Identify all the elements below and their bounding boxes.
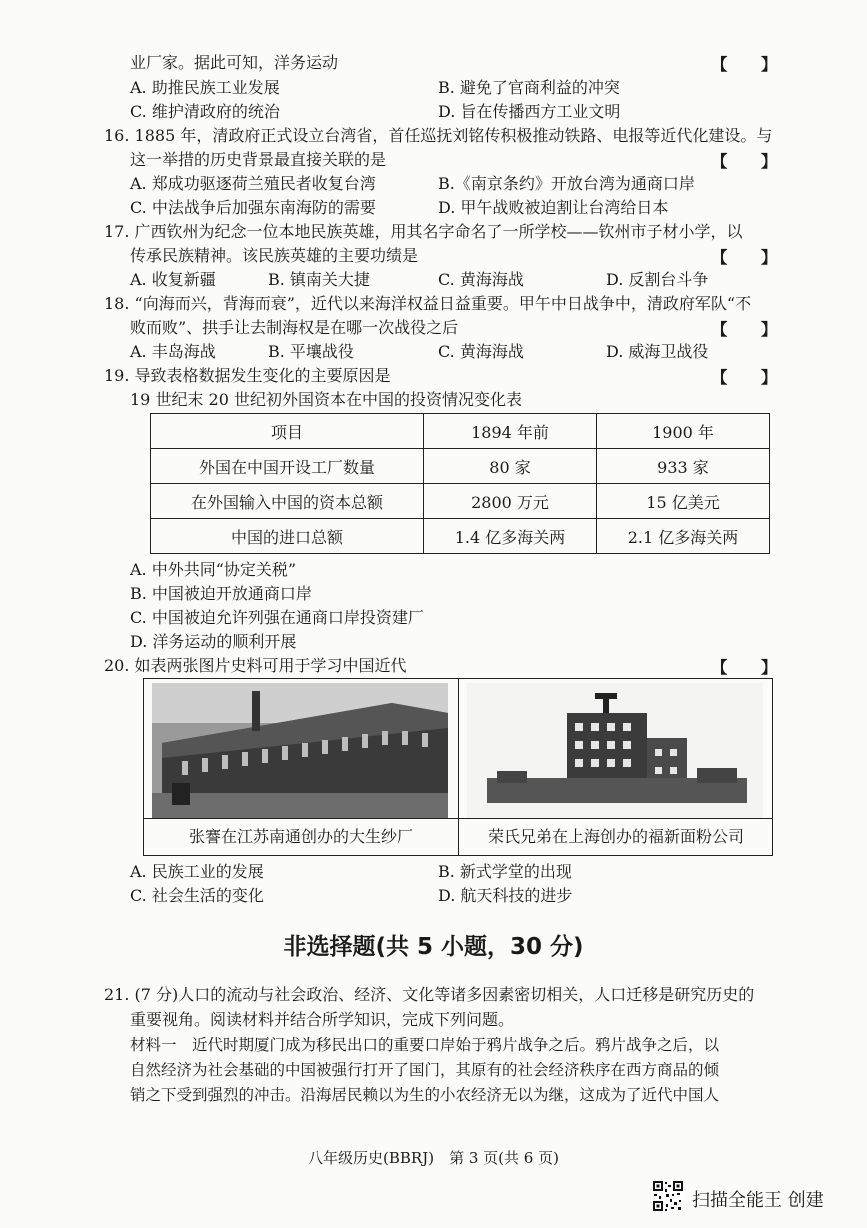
- investment-table: [150, 413, 770, 554]
- scanner-brand-text: 扫描全能王 创建: [692, 1190, 824, 1211]
- photo-caption-fuxin: 荣氏兄弟在上海创办的福新面粉公司: [459, 818, 773, 856]
- q17-stem-line1: 17. 广西钦州为纪念一位本地民族英雄，用其名字命名了一所学校——钦州市子材小学，以: [104, 222, 743, 241]
- table-row: [151, 449, 770, 484]
- q15-option-d[interactable]: D. 旨在传播西方工业文明: [438, 102, 621, 121]
- q15-continuation: 业厂家。据此可知，洋务运动: [130, 53, 339, 72]
- q16-option-b[interactable]: B.《南京条约》开放台湾为通商口岸: [438, 174, 695, 193]
- table-row: [151, 484, 770, 519]
- q18-answer-bracket[interactable]: 【 】: [711, 320, 791, 339]
- q20-stem: 20. 如表两张图片史料可用于学习中国近代: [104, 656, 407, 675]
- q15-option-b[interactable]: B. 避免了官商利益的冲突: [438, 78, 620, 97]
- q20-answer-bracket[interactable]: 【 】: [711, 658, 791, 677]
- table-header-row: [151, 414, 770, 449]
- table-cell: 2.1 亿多海关两: [597, 519, 770, 554]
- q20-option-c[interactable]: C. 社会生活的变化: [130, 886, 264, 905]
- q16-stem-line2: 这一举措的历史背景最直接关联的是: [130, 150, 387, 169]
- table-cell: 中国的进口总额: [151, 519, 424, 554]
- table-header-cell: 1894 年前: [424, 414, 597, 449]
- q18-option-c[interactable]: C. 黄海海战: [438, 342, 524, 361]
- q21-material-line1: 材料一 近代时期厦门成为移民出口的重要口岸始于鸦片战争之后。鸦片战争之后，以: [130, 1036, 720, 1054]
- q21-material-line2: 自然经济为社会基础的中国被强行打开了国门，其原有的社会经济秩序在西方商品的倾: [130, 1061, 720, 1079]
- q18-stem-line2: 败而败”、拱手让去制海权是在哪一次战役之后: [130, 318, 459, 337]
- photo-cell-dasheng: [144, 679, 459, 855]
- section-title: 非选择题(共 5 小题，30 分): [283, 934, 584, 960]
- q18-option-d[interactable]: D. 威海卫战役: [606, 342, 709, 361]
- dasheng-factory-photo: [152, 683, 448, 818]
- q16-option-a[interactable]: A. 郑成功驱逐荷兰殖民者收复台湾: [130, 174, 376, 193]
- q19-option-b[interactable]: B. 中国被迫开放通商口岸: [130, 584, 312, 603]
- q20-option-d[interactable]: D. 航天科技的进步: [438, 886, 573, 905]
- q16-answer-bracket[interactable]: 【 】: [711, 152, 791, 171]
- table-header-cell: 1900 年: [597, 414, 770, 449]
- q19-option-a[interactable]: A. 中外共同“协定关税”: [130, 560, 297, 579]
- historical-photos-table: [143, 678, 773, 856]
- q18-stem-line1: 18. “向海而兴，背海而衰”，近代以来海洋权益日益重要。甲午中日战争中，清政府军队“不: [104, 294, 752, 313]
- table-cell: 外国在中国开设工厂数量: [151, 449, 424, 484]
- qr-code-icon: [652, 1180, 684, 1212]
- q16-option-c[interactable]: C. 中法战争后加强东南海防的需要: [130, 198, 376, 217]
- q17-stem-line2: 传承民族精神。该民族英雄的主要功绩是: [130, 246, 419, 265]
- table-cell: 80 家: [424, 449, 597, 484]
- table-cell: 15 亿美元: [597, 484, 770, 519]
- q16-stem-line1: 16. 1885 年，清政府正式设立台湾省，首任巡抚刘铭传积极推动铁路、电报等近代化建设。与: [104, 126, 773, 145]
- q19-option-c[interactable]: C. 中国被迫允许列强在通商口岸投资建厂: [130, 608, 424, 627]
- q20-option-a[interactable]: A. 民族工业的发展: [130, 862, 264, 881]
- q19-option-d[interactable]: D. 洋务运动的顺利开展: [130, 632, 297, 651]
- q21-stem-line2: 重要视角。阅读材料并结合所学知识，完成下列问题。: [130, 1010, 515, 1029]
- q18-option-a[interactable]: A. 丰岛海战: [130, 342, 216, 361]
- q17-option-d[interactable]: D. 反割台斗争: [606, 270, 709, 289]
- table-cell: 933 家: [597, 449, 770, 484]
- q21-stem-line1: 21. (7 分)人口的流动与社会政治、经济、文化等诸多因素密切相关，人口迁移是研究历史的: [104, 985, 755, 1004]
- page-footer: 八年级历史(BBRJ) 第 3 页(共 6 页): [308, 1149, 559, 1167]
- table-cell: 2800 万元: [424, 484, 597, 519]
- q15-option-c[interactable]: C. 维护清政府的统治: [130, 102, 280, 121]
- table-header-cell: 项目: [151, 414, 424, 449]
- q20-option-b[interactable]: B. 新式学堂的出现: [438, 862, 572, 881]
- q17-option-b[interactable]: B. 镇南关大捷: [268, 270, 370, 289]
- photo-cell-fuxin: [459, 679, 773, 855]
- photo-caption-dasheng: 张謇在江苏南通创办的大生纱厂: [144, 818, 458, 856]
- table-row: [151, 519, 770, 554]
- q19-answer-bracket[interactable]: 【 】: [711, 368, 791, 387]
- q17-option-a[interactable]: A. 收复新疆: [130, 270, 216, 289]
- scanner-watermark: [652, 1180, 852, 1216]
- fuxin-flour-mill-photo: [467, 683, 763, 818]
- q15-option-a[interactable]: A. 助推民族工业发展: [130, 78, 280, 97]
- table-cell: 在外国输入中国的资本总额: [151, 484, 424, 519]
- q17-option-c[interactable]: C. 黄海海战: [438, 270, 524, 289]
- table-cell: 1.4 亿多海关两: [424, 519, 597, 554]
- q19-table-caption: 19 世纪末 20 世纪初外国资本在中国的投资情况变化表: [130, 390, 522, 409]
- q15-answer-bracket[interactable]: 【 】: [711, 55, 791, 74]
- q18-option-b[interactable]: B. 平壤战役: [268, 342, 354, 361]
- q19-stem: 19. 导致表格数据发生变化的主要原因是: [104, 366, 391, 385]
- q17-answer-bracket[interactable]: 【 】: [711, 248, 791, 267]
- q21-material-line3: 销之下受到强烈的冲击。沿海居民赖以为生的小农经济无以为继，这成为了近代中国人: [130, 1086, 720, 1104]
- q16-option-d[interactable]: D. 甲午战败被迫割让台湾给日本: [438, 198, 669, 217]
